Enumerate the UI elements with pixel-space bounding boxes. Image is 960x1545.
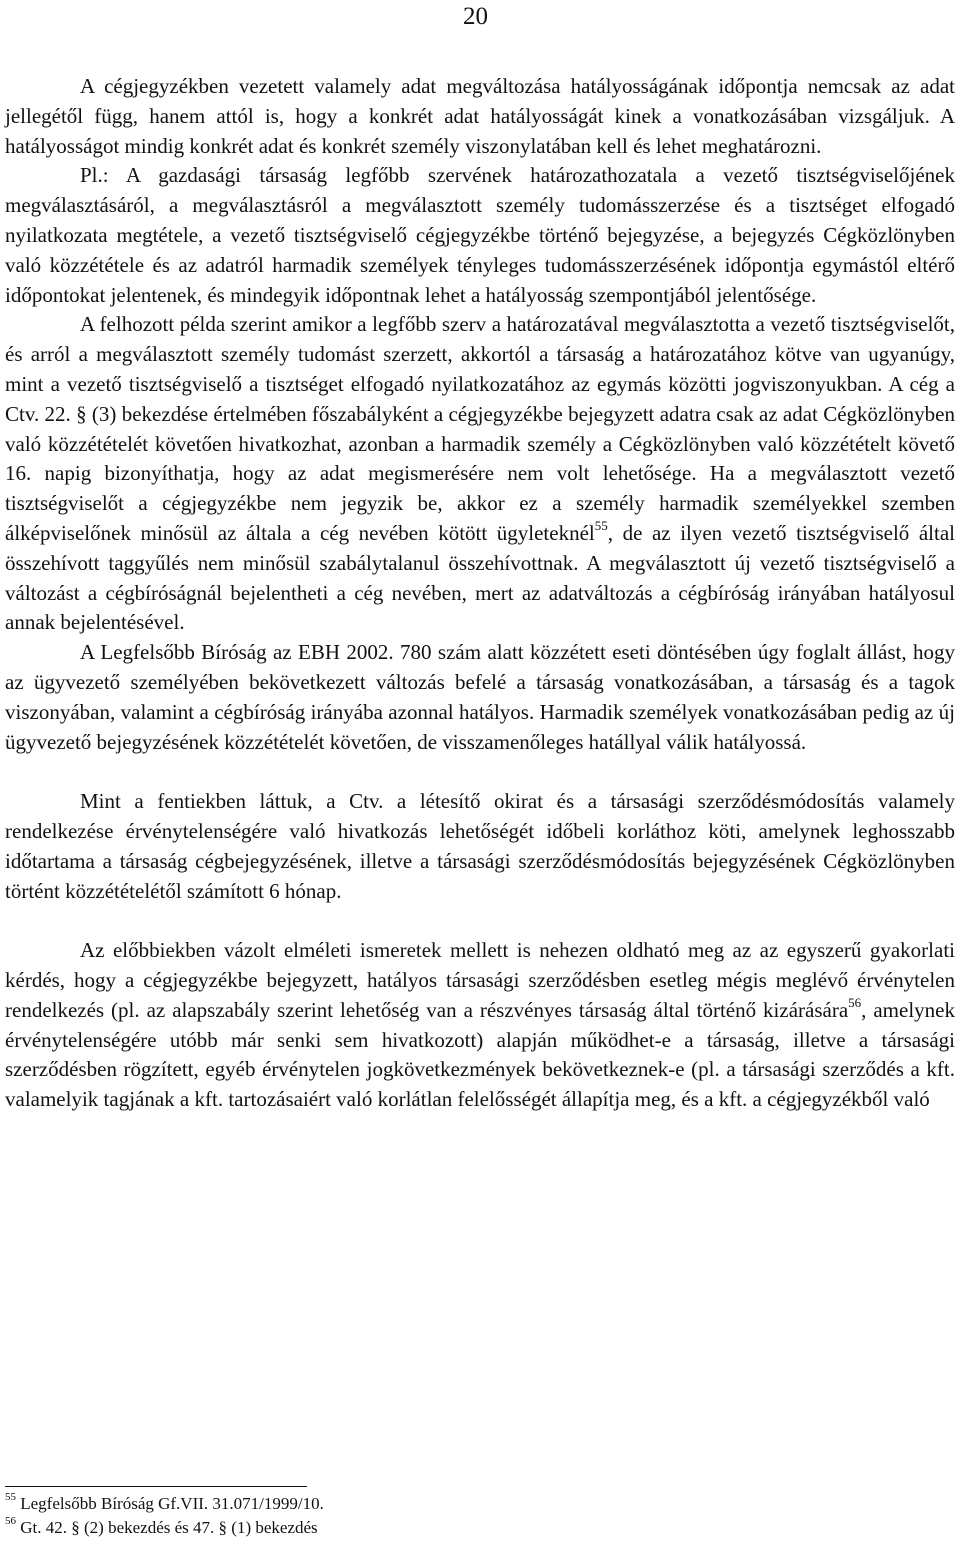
footnote-reference-55: 55 xyxy=(594,517,608,533)
footnotes xyxy=(5,1492,955,1540)
footnote-55 xyxy=(5,1492,955,1516)
footnote-number: 56 xyxy=(5,1515,16,1528)
paragraph-3 xyxy=(5,310,955,638)
body-text xyxy=(5,72,955,1115)
paragraph-6-text-after: , amelynek érvénytelenségére utóbb már senki sem hivatkozott) alapján működhet-e a társaság, illetve a társasági szerződésben rögzített, egyéb érvénytelen jogkövetkezmények bekövetkeznek-e (pl. a társasági szerződés a kft. valamelyik tagjának a kft. tartozásaiért való korlátlan felelősségét állapítja meg, és a kft. a cégjegyzékből való xyxy=(5,997,955,1112)
paragraph-3-text-after: , de az ilyen vezető tisztségviselő által összehívott taggyűlés nem minősül szabálytalanul összehívottnak. A megválasztott új vezető tisztségviselő a változást a cégbíróságnál bejelentheti a cég nevében, mert az adatváltozás a cégbíróság irányában hatályosul annak bejelentésével. xyxy=(5,520,956,635)
paragraph-2: Pl.: A gazdasági társaság legfőbb szervének határozathozatala a vezető tisztségviselőjének megválasztásáról, a megválasztásról a megválasztott személy tudomásszerzése és a tisztséget elfogadó nyilatkozata megtétele, a vezető tisztségviselő cégjegyzékbe történő bejegyzése, a bejegyzés Cégközlönyben való közzététele és az adatról harmadik személyek tényleges tudomásszerzésének időpontja egymástól eltérő időpontokat jelentenek, és mindegyik időpontnak lehet a hatályosság szempontjából jelentősége. xyxy=(5,163,955,307)
paragraph-6-text-before: Az előbbiekben vázolt elméleti ismeretek mellett is nehezen oldható meg az az egyszerű gyakorlati kérdés, hogy a cégjegyzékbe bejegyzett, hatályos társasági szerződésben esetleg mégis meglévő érvénytelen rendelkezés (pl. az alapszabály szerint lehetőség van a részvényes társaság által történő kizárására xyxy=(5,938,955,1022)
footnote-56 xyxy=(5,1516,955,1540)
footnote-reference-56: 56 xyxy=(848,994,862,1010)
footnote-separator xyxy=(5,1486,307,1487)
page-number: 20 xyxy=(463,3,488,30)
footnote-text: Legfelsőbb Bíróság Gf.VII. 31.071/1999/10. xyxy=(20,1494,324,1513)
footnote-text: Gt. 42. § (2) bekezdés és 47. § (1) bekezdés xyxy=(20,1518,318,1537)
paragraph-4: A Legfelsőbb Bíróság az EBH 2002. 780 szám alatt közzétett eseti döntésében úgy foglalt állást, hogy az ügyvezető személyében bekövetkezett változás befelé a társaság vonatkozásában, a társaság és a tagok viszonyában, valamint a cégbíróság irányába azonnal hatályos. Harmadik személyek vonatkozásában pedig az új ügyvezető bejegyzésének közzétételét követően, de visszamenőleges hatállyal válik hatályossá. xyxy=(5,640,955,754)
paragraph-1: A cégjegyzékben vezetett valamely adat megváltozása hatályosságának időpontja nemcsak az adat jellegétől függ, hanem attól is, hogy a konkrét adat hatályosságát kinek a vonatkozásában vizsgáljuk. A hatályosságot mindig konkrét adat és konkrét személy viszonylatában kell és lehet meghatározni. xyxy=(5,74,955,158)
footnote-number: 55 xyxy=(5,1491,16,1504)
paragraph-5: Mint a fentiekben láttuk, a Ctv. a létesítő okirat és a társasági szerződésmódosítás valamely rendelkezése érvénytelenségére való hivatkozás lehetőségét időbeli korláthoz köti, amelynek leghosszabb időtartama a társaság cégbejegyzésének, illetve a társasági szerződésmódosítás bejegyzésének Cégközlönyben történt közzétételétől számított 6 hónap. xyxy=(5,789,955,903)
paragraph-6 xyxy=(5,936,955,1115)
paragraph-3-text-before: A felhozott példa szerint amikor a legfőbb szerv a határozatával megválasztotta a vezető tisztségviselőt, és arról a megválasztott személy tudomást szerzett, akkortól a társaság a határozatához kötve van ugyanúgy, mint a vezető tisztségviselő a tisztséget elfogadó nyilatkozatához az egymás közötti jogviszonyukban. A cég a Ctv. 22. § (3) bekezdése értelmében főszabályként a cégjegyzékbe bejegyzett adatra csak az adat Cégközlönyben való közzétételét követően hivatkozhat, azonban a harmadik személy a Cégközlönyben való közzétételt követő 16. napig bizonyíthatja, hogy az adat megismerésére nem volt lehetősége. Ha a megválasztott vezető tisztségviselőt a cégjegyzékbe nem jegyzik be, akkor ez a személy harmadik személyekkel szemben álképviselőnek minősül az általa a cég nevében kötött ügyleteknél xyxy=(5,312,955,545)
